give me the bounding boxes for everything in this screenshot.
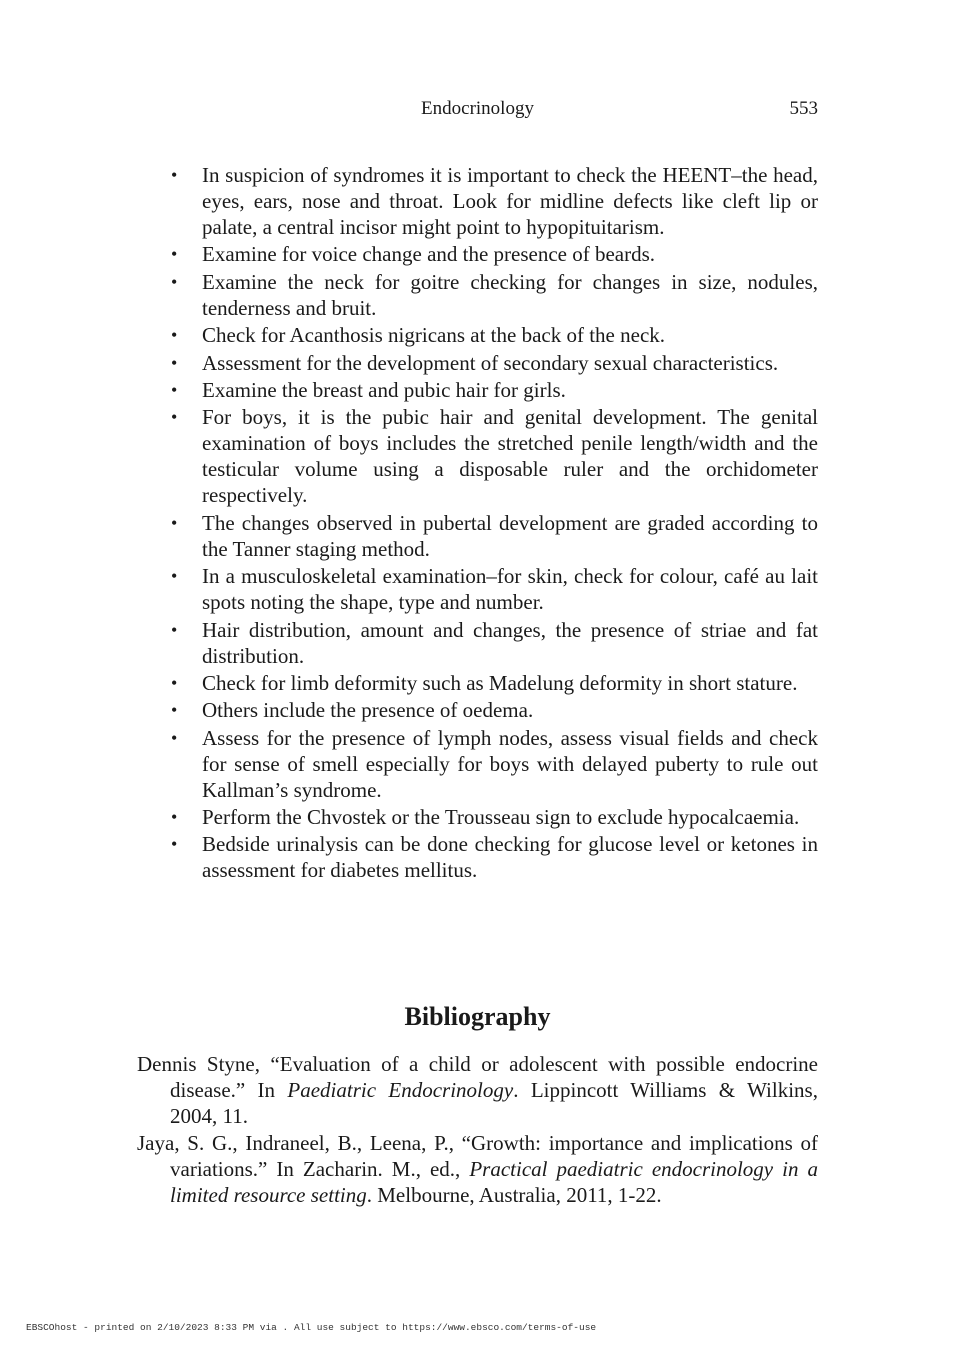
bullet-text: Assess for the presence of lymph nodes, assess visual fields and check for sense of smell especially for boys with delayed puberty to rule out Kallman’s syndrome. [202, 725, 818, 802]
ref-source-title: Practical paediatric endocrinology in a limited resource setting [170, 1157, 818, 1207]
bullet-marker: • [171, 672, 178, 693]
bullet-marker: • [171, 512, 178, 533]
bullet-item [168, 670, 818, 696]
bullet-item [168, 322, 818, 348]
bullet-text: Examine the neck for goitre checking for changes in size, nodules, tenderness and bruit. [202, 269, 818, 320]
bullet-marker: • [171, 407, 178, 428]
bibliography-entry [137, 1051, 818, 1129]
bullet-item [168, 404, 818, 508]
bullet-marker: • [171, 700, 178, 721]
bullet-text: Check for Acanthosis nigricans at the back of the neck. [202, 323, 666, 348]
bullet-item [168, 617, 818, 669]
bullet-marker: • [171, 165, 178, 185]
bullet-marker: • [171, 807, 178, 828]
bullet-text: Hair distribution, amount and changes, the presence of striae and fat distribution. [202, 617, 818, 668]
bibliography-list [137, 1051, 818, 1209]
ref-text: Dennis Styne, “Evaluation of a child or adolescent with possible endocrine disease.” In [137, 1052, 818, 1102]
bullet-item [168, 269, 818, 321]
print-footer: EBSCOhost - printed on 2/10/2023 8:33 PM via . All use subject to https://www.ebsco.com/terms-of-use [26, 1322, 597, 1333]
bullet-marker: • [171, 244, 178, 265]
bullet-item [168, 162, 818, 240]
running-title: Endocrinology [421, 98, 534, 119]
bibliography-heading: Bibliography [404, 1002, 551, 1031]
bullet-text: Assessment for the development of secondary sexual characteristics. [202, 350, 779, 375]
ref-source-title: Paediatric Endocrinology [287, 1078, 514, 1102]
bullet-marker: • [171, 352, 178, 373]
bullet-item [168, 510, 818, 562]
bullet-text: The changes observed in pubertal development are graded according to the Tanner staging method. [202, 510, 818, 561]
bullet-item [168, 350, 818, 376]
bullet-text: Perform the Chvostek or the Trousseau sign to exclude hypocalcaemia. [202, 805, 800, 830]
bullet-marker: • [171, 325, 178, 346]
bullet-marker: • [171, 834, 178, 855]
bullet-text: Check for limb deformity such as Madelung deformity in short stature. [202, 670, 798, 695]
ref-text: . Lippincott Williams & Wilkins, 2004, 11. [170, 1078, 818, 1128]
bullet-text: For boys, it is the pubic hair and genital development. The genital examination of boys includes the stretched penile length/width and the testicular volume using a disposable ruler and the orchidometer respectively. [202, 405, 818, 508]
bullet-marker: • [171, 566, 178, 587]
bullet-marker: • [171, 379, 178, 400]
page-number: 553 [789, 98, 818, 119]
bullet-text: Examine for voice change and the presence of beards. [202, 242, 656, 267]
bullet-text: Examine the breast and pubic hair for girls. [202, 377, 566, 402]
bullet-text: Others include the presence of oedema. [202, 698, 534, 723]
bullet-marker: • [171, 619, 178, 640]
running-header [137, 97, 818, 121]
bullet-item [168, 377, 818, 403]
bullet-text: In suspicion of syndromes it is important to check the HEENT–the head, eyes, ears, nose and throat. Look for midline defects like cleft lip or palate, a central incisor might point to hypopituitarism. [202, 163, 818, 239]
bullet-item [168, 697, 818, 723]
bullet-item [168, 831, 818, 883]
examination-bullet-list [168, 162, 818, 885]
bullet-item [168, 563, 818, 615]
ref-text: . Melbourne, Australia, 2011, 1-22. [366, 1183, 662, 1207]
bullet-marker: • [171, 271, 178, 292]
bibliography-entry [137, 1130, 818, 1208]
bullet-text: In a musculoskeletal examination–for skin, check for colour, café au lait spots noting the shape, type and number. [202, 564, 818, 615]
bullet-item [168, 241, 818, 267]
bullet-item [168, 725, 818, 803]
bullet-text: Bedside urinalysis can be done checking for glucose level or ketones in assessment for diabetes mellitus. [202, 832, 818, 883]
ref-text: Jaya, S. G., Indraneel, B., Leena, P., “Growth: importance and implications of variations.” In Zacharin. M., ed., [137, 1131, 818, 1181]
bullet-item [168, 804, 818, 830]
bullet-marker: • [171, 727, 178, 748]
